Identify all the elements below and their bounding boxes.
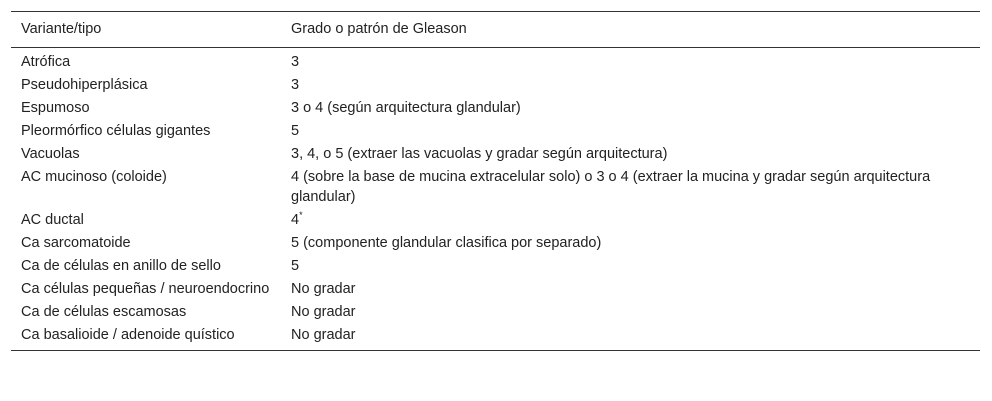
- grade-cell: No gradar: [291, 304, 356, 320]
- header-gleason-grade: Grado o patrón de Gleason: [281, 12, 980, 48]
- variant-cell: Ca sarcomatoide: [21, 235, 131, 251]
- variant-cell: Pleormórfico células gigantes: [21, 123, 211, 139]
- variant-cell: Ca basalioide / adenoide quístico: [11, 324, 281, 351]
- grade-cell: [281, 209, 980, 232]
- table-row: [11, 120, 980, 143]
- table-row: [11, 97, 980, 120]
- table-row: [11, 209, 980, 232]
- header-variant: Variante/tipo: [11, 12, 281, 48]
- gleason-grade-table: [11, 11, 980, 351]
- table-row: [11, 301, 980, 324]
- grade-cell: 3: [291, 77, 300, 93]
- table-row: [11, 232, 980, 255]
- table-row: [11, 324, 980, 351]
- grade-cell: 5: [291, 258, 300, 274]
- table-row: [11, 255, 980, 278]
- footnote-marker: *: [299, 210, 303, 221]
- grade-cell: No gradar: [291, 281, 356, 297]
- table-header: [11, 12, 980, 48]
- header-row: [11, 12, 980, 48]
- variant-cell: Atrófica: [21, 54, 71, 70]
- variant-cell: Vacuolas: [21, 146, 80, 162]
- variant-cell: AC ductal: [21, 212, 84, 228]
- variant-cell: Ca de células escamosas: [21, 304, 187, 320]
- grade-value: 4: [291, 212, 300, 228]
- grade-cell: 3 o 4 (según arquitectura glandular): [291, 100, 521, 116]
- grade-cell: 3: [291, 54, 300, 70]
- grade-cell: No gradar: [281, 324, 980, 351]
- grade-cell: 5: [291, 123, 300, 139]
- table-row: [11, 143, 980, 166]
- variant-cell: Espumoso: [21, 100, 90, 116]
- table-row: [11, 48, 980, 75]
- gleason-table-container: [11, 11, 980, 351]
- grade-cell: 4 (sobre la base de mucina extracelular solo) o 3 o 4 (extraer la mucina y gradar según arquitectura glandular): [291, 169, 931, 205]
- table-row: [11, 278, 980, 301]
- table-row: [11, 166, 980, 209]
- variant-cell: Pseudohiperplásica: [21, 77, 148, 93]
- grade-cell: 5 (componente glandular clasifica por separado): [291, 235, 602, 251]
- grade-cell: 3, 4, o 5 (extraer las vacuolas y gradar según arquitectura): [291, 146, 668, 162]
- variant-cell: Ca células pequeñas / neuroendocrino: [21, 281, 270, 297]
- table-row: [11, 74, 980, 97]
- variant-cell: AC mucinoso (coloide): [21, 169, 167, 185]
- variant-cell: Ca de células en anillo de sello: [21, 258, 221, 274]
- table-body: [11, 48, 980, 351]
